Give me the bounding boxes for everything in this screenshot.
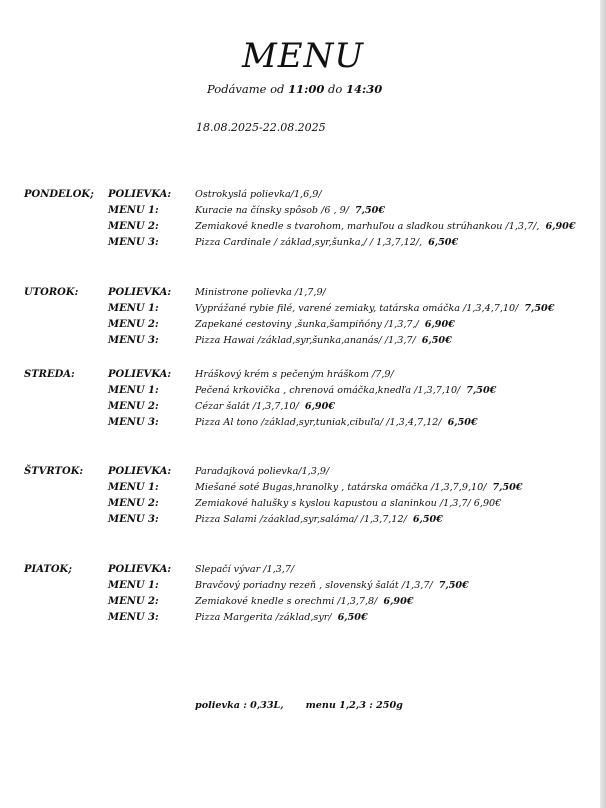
- dish-text: Bravčový poriadny rezeň , slovenský šalát /1,3,7/: [195, 580, 433, 591]
- row-label: POLIEVKA:: [108, 287, 172, 298]
- dish-text: Pizza Al tono /základ,syr,tuniak,cibuľa/ /1,3,4,7,12/: [195, 417, 442, 428]
- row-label: MENU 3:: [108, 514, 159, 525]
- row-label: MENU 2:: [108, 319, 159, 330]
- dish-text: Hráškový krém s pečeným hráškom /7,9/: [195, 369, 394, 380]
- dish-line: [195, 221, 576, 232]
- row-label: MENU 2:: [108, 221, 159, 232]
- dish-price: 6,90€: [383, 596, 414, 607]
- day-name: PONDELOK;: [24, 189, 94, 200]
- dish-line: [195, 498, 507, 509]
- dish-line: [195, 385, 496, 396]
- row-label: MENU 3:: [108, 612, 159, 623]
- dish-price: 6,90€: [545, 221, 576, 232]
- row-label: MENU 2:: [108, 401, 159, 412]
- row-label: MENU 1:: [108, 580, 159, 591]
- row-label: POLIEVKA:: [108, 564, 172, 575]
- dish-text: Zemiakové knedle s orechmi /1,3,7,8/: [195, 596, 378, 607]
- dish-line: [195, 564, 300, 575]
- day-name: STREDA:: [24, 369, 75, 380]
- dish-price: 6,50€: [421, 335, 452, 346]
- week-dates: 18.08.2025-22.08.2025: [196, 121, 326, 134]
- dish-line: [195, 466, 335, 477]
- dish-text: Zemiakové knedle s tvarohom, marhuľou a sladkou strúhankou /1,3,7/,: [195, 221, 540, 232]
- day-name: UTOROK:: [24, 287, 79, 298]
- dish-price: 7,50€: [354, 205, 385, 216]
- dish-line: [195, 189, 328, 200]
- row-label: MENU 2:: [108, 498, 159, 509]
- dish-line: [195, 482, 522, 493]
- dish-price: 6,50€: [447, 417, 478, 428]
- dish-line: [195, 287, 332, 298]
- dish-price: 7,50€: [492, 482, 523, 493]
- dish-text: Pizza Cardinale / základ,syr,šunka,/ / 1,3,7,12/,: [195, 237, 423, 248]
- dish-text: Pizza Hawai /základ,syr,šunka,ananás/ /1,3,7/: [195, 335, 416, 346]
- dish-line: [195, 205, 385, 216]
- dish-price: 6,50€: [428, 237, 459, 248]
- serving-hours: [207, 82, 382, 96]
- day-name: ŠTVRTOK:: [24, 466, 84, 477]
- dish-text: Ministrone polievka /1,7,9/: [195, 287, 326, 298]
- dish-line: [195, 401, 335, 412]
- serving-hours-from: 11:00: [288, 82, 325, 96]
- dish-price: 7,50€: [466, 385, 497, 396]
- row-label: MENU 1:: [108, 482, 159, 493]
- row-label: MENU 3:: [108, 335, 159, 346]
- dish-text: Zemiakové halušky s kyslou kapustou a slaninkou /1,3,7/ 6,90€: [195, 498, 502, 509]
- row-label: MENU 1:: [108, 303, 159, 314]
- row-label: MENU 1:: [108, 205, 159, 216]
- dish-text: Slepačí vývar /1,3,7/: [195, 564, 295, 575]
- page-edge-shadow: [600, 0, 606, 808]
- row-label: MENU 2:: [108, 596, 159, 607]
- dish-text: Pečená krkovička , chrenová omáčka,knedľa /1,3,7,10/: [195, 385, 461, 396]
- dish-line: [195, 417, 478, 428]
- dish-line: [195, 319, 455, 330]
- dish-price: 6,90€: [304, 401, 335, 412]
- row-label: MENU 3:: [108, 417, 159, 428]
- dish-line: [195, 303, 554, 314]
- dish-text: Kuracie na čínsky spôsob /6 , 9/: [195, 205, 349, 216]
- dish-text: Paradajková polievka/1,3,9/: [195, 466, 330, 477]
- row-label: MENU 1:: [108, 385, 159, 396]
- dish-price: 7,50€: [524, 303, 555, 314]
- soup-portion: polievka : 0,33L,: [195, 700, 284, 711]
- dish-price: 6,50€: [337, 612, 368, 623]
- dish-line: [195, 612, 368, 623]
- portion-sizes-footer: [195, 700, 403, 711]
- menu-title: MENU: [241, 36, 365, 76]
- dish-price: 7,50€: [438, 580, 469, 591]
- dish-text: Ostrokyslá polievka/1,6,9/: [195, 189, 322, 200]
- dish-line: [195, 514, 443, 525]
- dish-text: Cézar šalát /1,3,7,10/: [195, 401, 299, 412]
- dish-line: [195, 596, 413, 607]
- dish-text: Pizza Margerita /základ,syr/: [195, 612, 332, 623]
- dish-line: [195, 580, 469, 591]
- row-label: MENU 3:: [108, 237, 159, 248]
- serving-hours-to: 14:30: [345, 82, 383, 96]
- dish-text: Zapekané cestoviny ,šunka,šampiňóny /1,3,7,/: [195, 319, 419, 330]
- dish-line: [195, 369, 400, 380]
- dish-text: Miešané soté Bugas,hranolky , tatárska omáčka /1,3,7,9,10/: [195, 482, 487, 493]
- row-label: POLIEVKA:: [108, 369, 172, 380]
- dish-price: 6,50€: [412, 514, 443, 525]
- dish-line: [195, 335, 452, 346]
- row-label: POLIEVKA:: [108, 189, 172, 200]
- dish-text: Pizza Salami /záaklad,syr,saláma/ /1,3,7,12/: [195, 514, 407, 525]
- dish-line: [195, 237, 458, 248]
- row-label: POLIEVKA:: [108, 466, 172, 477]
- day-name: PIATOK;: [24, 564, 72, 575]
- menu-portion: menu 1,2,3 : 250g: [305, 700, 403, 711]
- serving-hours-to-word: do: [328, 82, 343, 96]
- dish-text: Vyprážané rybie filé, varené zemiaky, tatárska omáčka /1,3,4,7,10/: [195, 303, 519, 314]
- serving-hours-prefix: Podávame od: [207, 82, 285, 96]
- dish-price: 6,90€: [424, 319, 455, 330]
